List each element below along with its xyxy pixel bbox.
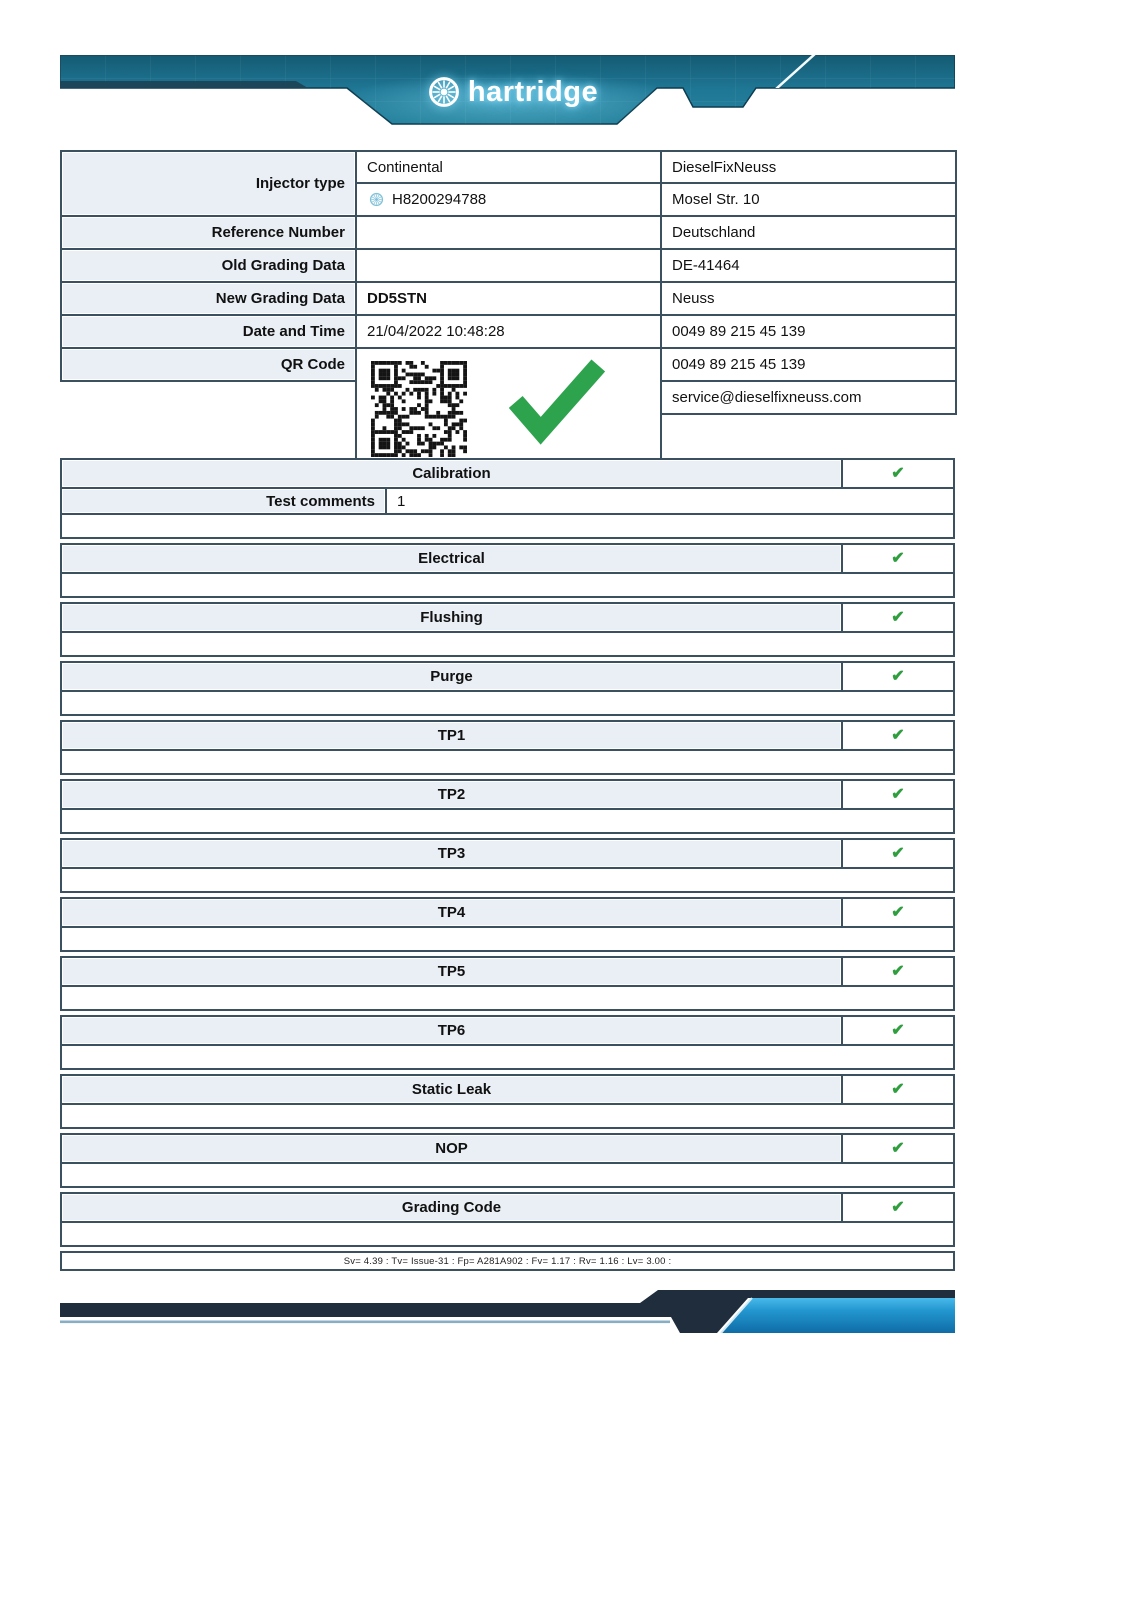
pass-check-cell bbox=[843, 722, 953, 749]
section-row bbox=[60, 720, 955, 751]
customer-phone-1: 0049 89 215 45 139 bbox=[661, 315, 956, 348]
spacer-row bbox=[60, 749, 955, 775]
test-section-tp3 bbox=[60, 838, 955, 893]
pass-check-cell bbox=[843, 840, 953, 867]
section-label: TP6 bbox=[62, 1017, 843, 1044]
section-label: TP3 bbox=[62, 840, 843, 867]
pass-check-cell bbox=[843, 1017, 953, 1044]
spacer-row bbox=[60, 1044, 955, 1070]
qr-code-label: QR Code bbox=[61, 348, 356, 381]
brand-logo-text: hartridge bbox=[467, 75, 599, 108]
spacer-row bbox=[60, 808, 955, 834]
spacer-row bbox=[60, 1162, 955, 1188]
test-section-tp1 bbox=[60, 720, 955, 775]
section-row bbox=[60, 661, 955, 692]
pass-check-icon bbox=[509, 357, 605, 445]
section-row bbox=[60, 458, 955, 489]
pass-check-cell bbox=[843, 545, 953, 572]
test-sections-rest bbox=[60, 543, 955, 1247]
test-section-electrical bbox=[60, 543, 955, 598]
injector-code-cell bbox=[356, 183, 661, 216]
section-row bbox=[60, 1133, 955, 1164]
pass-check-cell bbox=[843, 1076, 953, 1103]
report-meta-text: Sv= 4.39 : Tv= Issue-31 : Fp= A281A902 : Fv= 1.17 : Rv= 1.16 : Lv= 3.00 : bbox=[343, 1255, 672, 1267]
pass-check-cell bbox=[843, 604, 953, 631]
section-label: Electrical bbox=[62, 545, 843, 572]
section-label: Grading Code bbox=[62, 1194, 843, 1221]
check-icon: ✔ bbox=[891, 785, 905, 803]
section-row bbox=[60, 838, 955, 869]
section-row bbox=[60, 779, 955, 810]
spacer-row bbox=[60, 513, 955, 539]
section-row bbox=[60, 1015, 955, 1046]
spacer-row bbox=[60, 867, 955, 893]
spacer-row bbox=[60, 926, 955, 952]
pass-check-cell bbox=[843, 1135, 953, 1162]
check-icon: ✔ bbox=[891, 608, 905, 626]
spacer-row bbox=[60, 572, 955, 598]
customer-name: DieselFixNeuss bbox=[661, 151, 956, 183]
customer-phone-2: 0049 89 215 45 139 bbox=[661, 348, 956, 381]
test-section-tp5 bbox=[60, 956, 955, 1011]
test-section-grading-code bbox=[60, 1192, 955, 1247]
customer-city: Neuss bbox=[661, 282, 956, 315]
reference-number-label: Reference Number bbox=[61, 216, 356, 249]
report-meta-row bbox=[60, 1251, 955, 1271]
section-label: TP4 bbox=[62, 899, 843, 926]
section-row bbox=[60, 1192, 955, 1223]
pass-check-cell bbox=[843, 958, 953, 985]
pass-check-cell bbox=[843, 663, 953, 690]
test-results bbox=[60, 458, 955, 1271]
test-section-calibration bbox=[60, 458, 955, 539]
section-label: Static Leak bbox=[62, 1076, 843, 1103]
check-icon: ✔ bbox=[891, 1021, 905, 1039]
section-row bbox=[60, 956, 955, 987]
injector-make-value: Continental bbox=[356, 151, 661, 183]
old-grading-label: Old Grading Data bbox=[61, 249, 356, 282]
pass-check-cell bbox=[843, 460, 953, 487]
section-row bbox=[60, 897, 955, 928]
spacer-row bbox=[60, 985, 955, 1011]
test-section-tp2 bbox=[60, 779, 955, 834]
section-label: TP1 bbox=[62, 722, 843, 749]
blank-cell bbox=[61, 381, 356, 414]
check-icon: ✔ bbox=[891, 1139, 905, 1157]
impeller-wheel-icon bbox=[427, 75, 461, 109]
footer-banner-shape bbox=[60, 1285, 955, 1333]
section-row bbox=[60, 543, 955, 574]
spacer-row bbox=[60, 631, 955, 657]
section-row bbox=[60, 602, 955, 633]
check-icon: ✔ bbox=[891, 903, 905, 921]
pass-check-cell bbox=[843, 781, 953, 808]
check-icon: ✔ bbox=[891, 464, 905, 482]
spacer-row bbox=[60, 1221, 955, 1247]
new-grading-label: New Grading Data bbox=[61, 282, 356, 315]
section-label: Calibration bbox=[62, 460, 843, 487]
old-grading-value bbox=[356, 249, 661, 282]
qr-code-image bbox=[371, 361, 467, 457]
pass-check-cell bbox=[843, 899, 953, 926]
test-comments-row bbox=[60, 487, 955, 515]
test-section-tp6 bbox=[60, 1015, 955, 1070]
section-label: Purge bbox=[62, 663, 843, 690]
section-label: TP5 bbox=[62, 958, 843, 985]
section-row bbox=[60, 1074, 955, 1105]
test-section-tp4 bbox=[60, 897, 955, 952]
brand-logo bbox=[60, 75, 955, 109]
test-section-flushing bbox=[60, 602, 955, 657]
check-icon: ✔ bbox=[891, 962, 905, 980]
test-section-purge bbox=[60, 661, 955, 716]
spacer-row bbox=[60, 1103, 955, 1129]
section-label: NOP bbox=[62, 1135, 843, 1162]
spacer-row bbox=[60, 690, 955, 716]
new-grading-value: DD5STN bbox=[356, 282, 661, 315]
date-time-value: 21/04/2022 10:48:28 bbox=[356, 315, 661, 348]
customer-country: Deutschland bbox=[661, 216, 956, 249]
pass-check-cell bbox=[843, 1194, 953, 1221]
header-banner bbox=[60, 55, 955, 125]
injector-code-value: H8200294788 bbox=[392, 191, 487, 208]
customer-street: Mosel Str. 10 bbox=[661, 183, 956, 216]
test-section-static-leak bbox=[60, 1074, 955, 1129]
customer-email: service@dieselfixneuss.com bbox=[661, 381, 956, 414]
date-time-label: Date and Time bbox=[61, 315, 356, 348]
check-icon: ✔ bbox=[891, 844, 905, 862]
footer-banner bbox=[60, 1285, 955, 1333]
test-comments-label: Test comments bbox=[62, 489, 387, 513]
section-label: TP2 bbox=[62, 781, 843, 808]
check-icon: ✔ bbox=[891, 667, 905, 685]
reference-number-value bbox=[356, 216, 661, 249]
check-icon: ✔ bbox=[891, 1198, 905, 1216]
section-label: Flushing bbox=[62, 604, 843, 631]
injector-info-table bbox=[60, 150, 957, 492]
check-icon: ✔ bbox=[891, 1080, 905, 1098]
impeller-wheel-icon bbox=[369, 192, 384, 207]
check-icon: ✔ bbox=[891, 549, 905, 567]
customer-postal-code: DE-41464 bbox=[661, 249, 956, 282]
injector-type-label: Injector type bbox=[61, 151, 356, 216]
check-icon: ✔ bbox=[891, 726, 905, 744]
test-section-nop bbox=[60, 1133, 955, 1188]
test-comments-value: 1 bbox=[397, 492, 406, 510]
